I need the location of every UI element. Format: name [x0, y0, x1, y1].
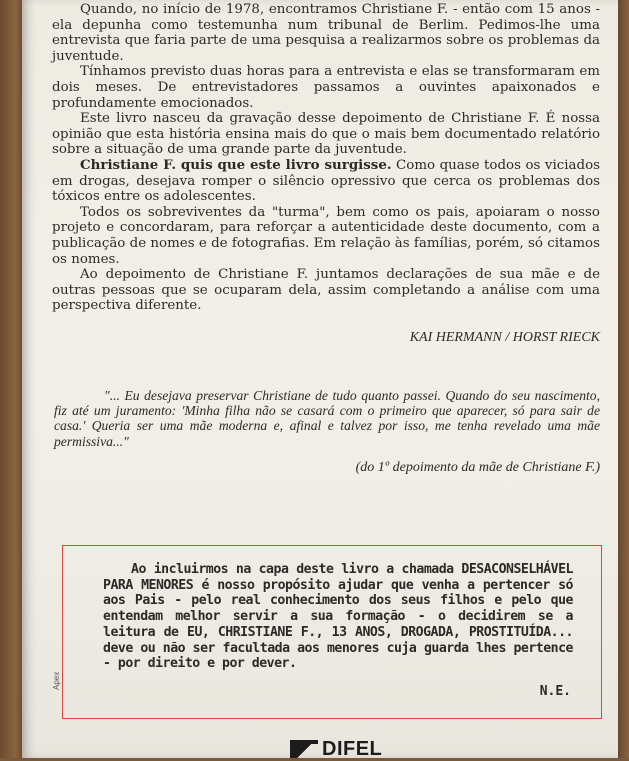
cover-body-text [52, 2, 600, 314]
book-back-cover [22, 0, 618, 758]
mother-quote [54, 388, 600, 449]
authors-signature: KAI HERMANN / HORST RIECK [409, 330, 600, 345]
paragraph-purpose-rest: Como quase todos os viciados em drogas, desejava romper o silêncio opressivo que cerca os problemas dos tóxicos entre os adolescentes. [52, 157, 601, 205]
quote-text: "... Eu desejava preservar Christiane de tudo quanto passei. Quando do seu nascimento, fiz até um juramento: 'Minha filha não se casará com o primeiro que aparecer, só para sair de casa.' Queria ser uma mãe moderna e, afinal e talvez por isso, me tenha revelado uma mãe permissiva..." [54, 388, 600, 449]
publisher-notice-box [62, 545, 602, 719]
paragraph-support: Todos os sobreviventes da "turma", bem como os pais, apoiaram o nosso projeto e concordaram, para reforçar a autenticidade deste documento, com a publicação de nomes e de fotografias. Em relação às famílias, porém, só citamos os nomes. [52, 204, 600, 267]
paragraph-origin: Este livro nasceu da gravação desse depoimento de Christiane F. É nossa opinião que esta história ensina mais do que o mais bem documentado relatório sobre a situação de uma grande parte da juventude. [52, 111, 600, 158]
paragraph-intro: Quando, no início de 1978, encontramos Christiane F. - então com 15 anos - ela depunha como testemunha num tribunal de Berlim. Pedimos-lhe uma entrevista que faria parte de uma pesquisa a realizarmos sobre os problemas da juventude. [52, 2, 600, 64]
notice-signoff: N.E. [539, 684, 571, 699]
paragraph-interview: Tínhamos previsto duas horas para a entrevista e elas se transformaram em dois meses. De entrevistadores passamos a ouvintes apaixonados e profundamente emocionados. [52, 64, 600, 111]
publisher-logo-mark [290, 740, 318, 758]
publisher-name: DIFEL [322, 737, 383, 760]
publisher-logo [290, 738, 382, 760]
paragraph-testimonies: Ao depoimento de Christiane F. juntamos declarações de sua mãe e de outras pessoas que se ocuparam dela, assim completando a análise com uma perspectiva diferente. [52, 267, 600, 314]
bold-lead-sentence: Christiane F. quis que este livro surgisse. [80, 156, 392, 173]
notice-paragraph: Ao incluirmos na capa deste livro a chamada DESACONSELHÁVEL PARA MENORES é nosso propósito ajudar que venha a pertencer só aos Pais - pelo real conhecimento dos seus filhos e pelo que entendam melhor servir a sua formação - o decidirem se a leitura de EU, CHRISTIANE F., 13 ANOS, DROGADA, PROSTITUÍDA... deve ou não ser facultada aos menores cuja guarda lhes pertence - por direito e por dever. [103, 562, 573, 672]
apex-side-label: Apex [52, 671, 61, 690]
paragraph-purpose [52, 158, 600, 205]
notice-text [103, 562, 573, 672]
quote-attribution: (do 1º depoimento da mãe de Christiane F.) [355, 460, 600, 475]
